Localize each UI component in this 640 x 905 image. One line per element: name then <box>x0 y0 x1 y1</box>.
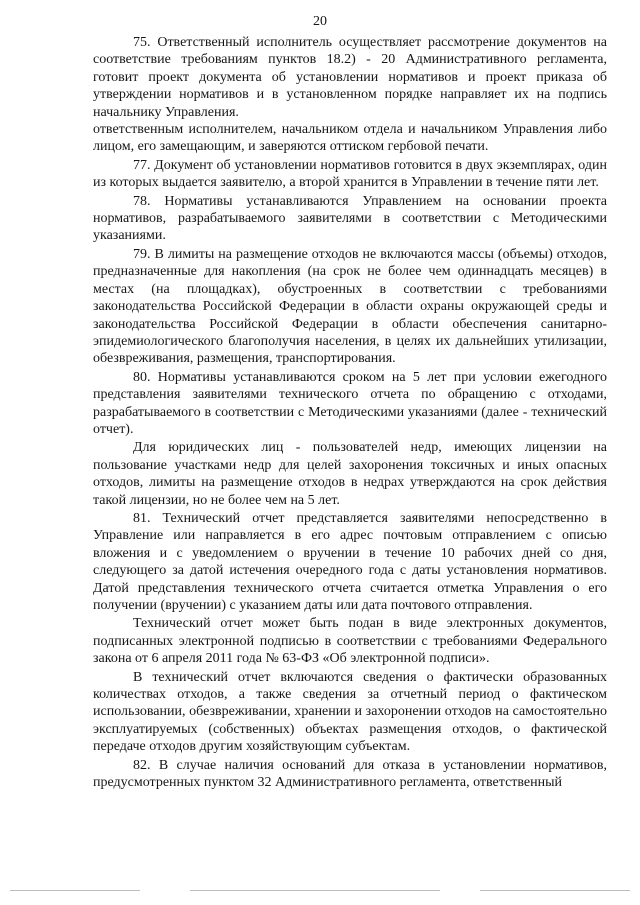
page-number: 20 <box>313 14 327 29</box>
paragraph-76-continuation: ответственным исполнителем, начальником отдела и начальником Управления либо лицом, его замещающим, и заверяются оттиском гербовой печати. <box>93 122 607 155</box>
paragraph-82: 82. В случае наличия оснований для отказа в установлении нормативов, предусмотренных пунктом 32 Административного регламента, ответственный <box>93 757 607 791</box>
scan-artifact-line <box>10 890 140 891</box>
paragraph-81-contents: В технический отчет включаются сведения о фактически образованных количествах отходов, а также сведения за отчетный период о фактическом использовании, обезвреживании, хранении и захоронении отходов на самостоятельно эксплуатируемых (собственных) объектах размещения отходов, о фактической передаче отходов другим хозяйствующим субъектам. <box>93 669 607 755</box>
paragraph-79: 79. В лимиты на размещение отходов не включаются массы (объемы) отходов, предназначенные для накопления (на срок не более чем одиннадцать месяцев) в местах (на площадках), обустроенных в соответствии с требованиями законодательства Российской Федерации в области охраны окружающей среды и законодательства Российской Федерации в области обеспечения санитарно-эпидемиологического благополучия населения, в целях их дальнейших утилизации, обезвреживания, размещения, транспортирования. <box>93 246 607 367</box>
paragraph-81: 81. Технический отчет представляется заявителями непосредственно в Управление или направляется в его адрес почтовым отправлением с описью вложения и с уведомлением о вручении в течение 10 рабочих дней со дня, следующего за датой истечения очередного года с даты установления нормативов. Датой представления технического отчета считается отметка Управления о его получении (вручении) с указанием даты или дата почтового отправления. <box>93 510 607 613</box>
scan-artifact-line <box>190 890 440 891</box>
paragraph-78: 78. Нормативы устанавливаются Управлением на основании проекта нормативов, разрабатываемого заявителями в соответствии с Методическими указаниями. <box>93 193 607 244</box>
paragraph-80: 80. Нормативы устанавливаются сроком на 5 лет при условии ежегодного представления заявителями технического отчета по обращению с отходами, разрабатываемого в соответствии с Методическими указаниями (далее - технический отчет). <box>93 369 607 437</box>
paragraph-77: 77. Документ об установлении нормативов готовится в двух экземплярах, один из которых выдается заявителю, а второй хранится в Управлении в течение пяти лет. <box>93 157 607 191</box>
document-body <box>93 34 607 791</box>
paragraph-81-electronic: Технический отчет может быть подан в виде электронных документов, подписанных электронной подписью в соответствии с требованиями Федерального закона от 6 апреля 2011 года № 63-ФЗ «Об электронной подписи». <box>93 616 607 667</box>
scan-artifact-line <box>480 890 630 891</box>
paragraph-80-subsoil: Для юридических лиц - пользователей недр, имеющих лицензии на пользование участками недр для целей захоронения токсичных и иных опасных отходов, лимиты на размещение отходов в недрах утверждаются на срок действия такой лицензии, но не более чем на 5 лет. <box>93 440 607 508</box>
paragraph-75: 75. Ответственный исполнитель осуществляет рассмотрение документов на соответствие требованиям пунктов 18.2) - 20 Административного регламента, готовит проект документа об установлении нормативов и проект приказа об утверждении нормативов и в установленном порядке направляет их на подпись начальнику Управления. <box>93 35 607 120</box>
